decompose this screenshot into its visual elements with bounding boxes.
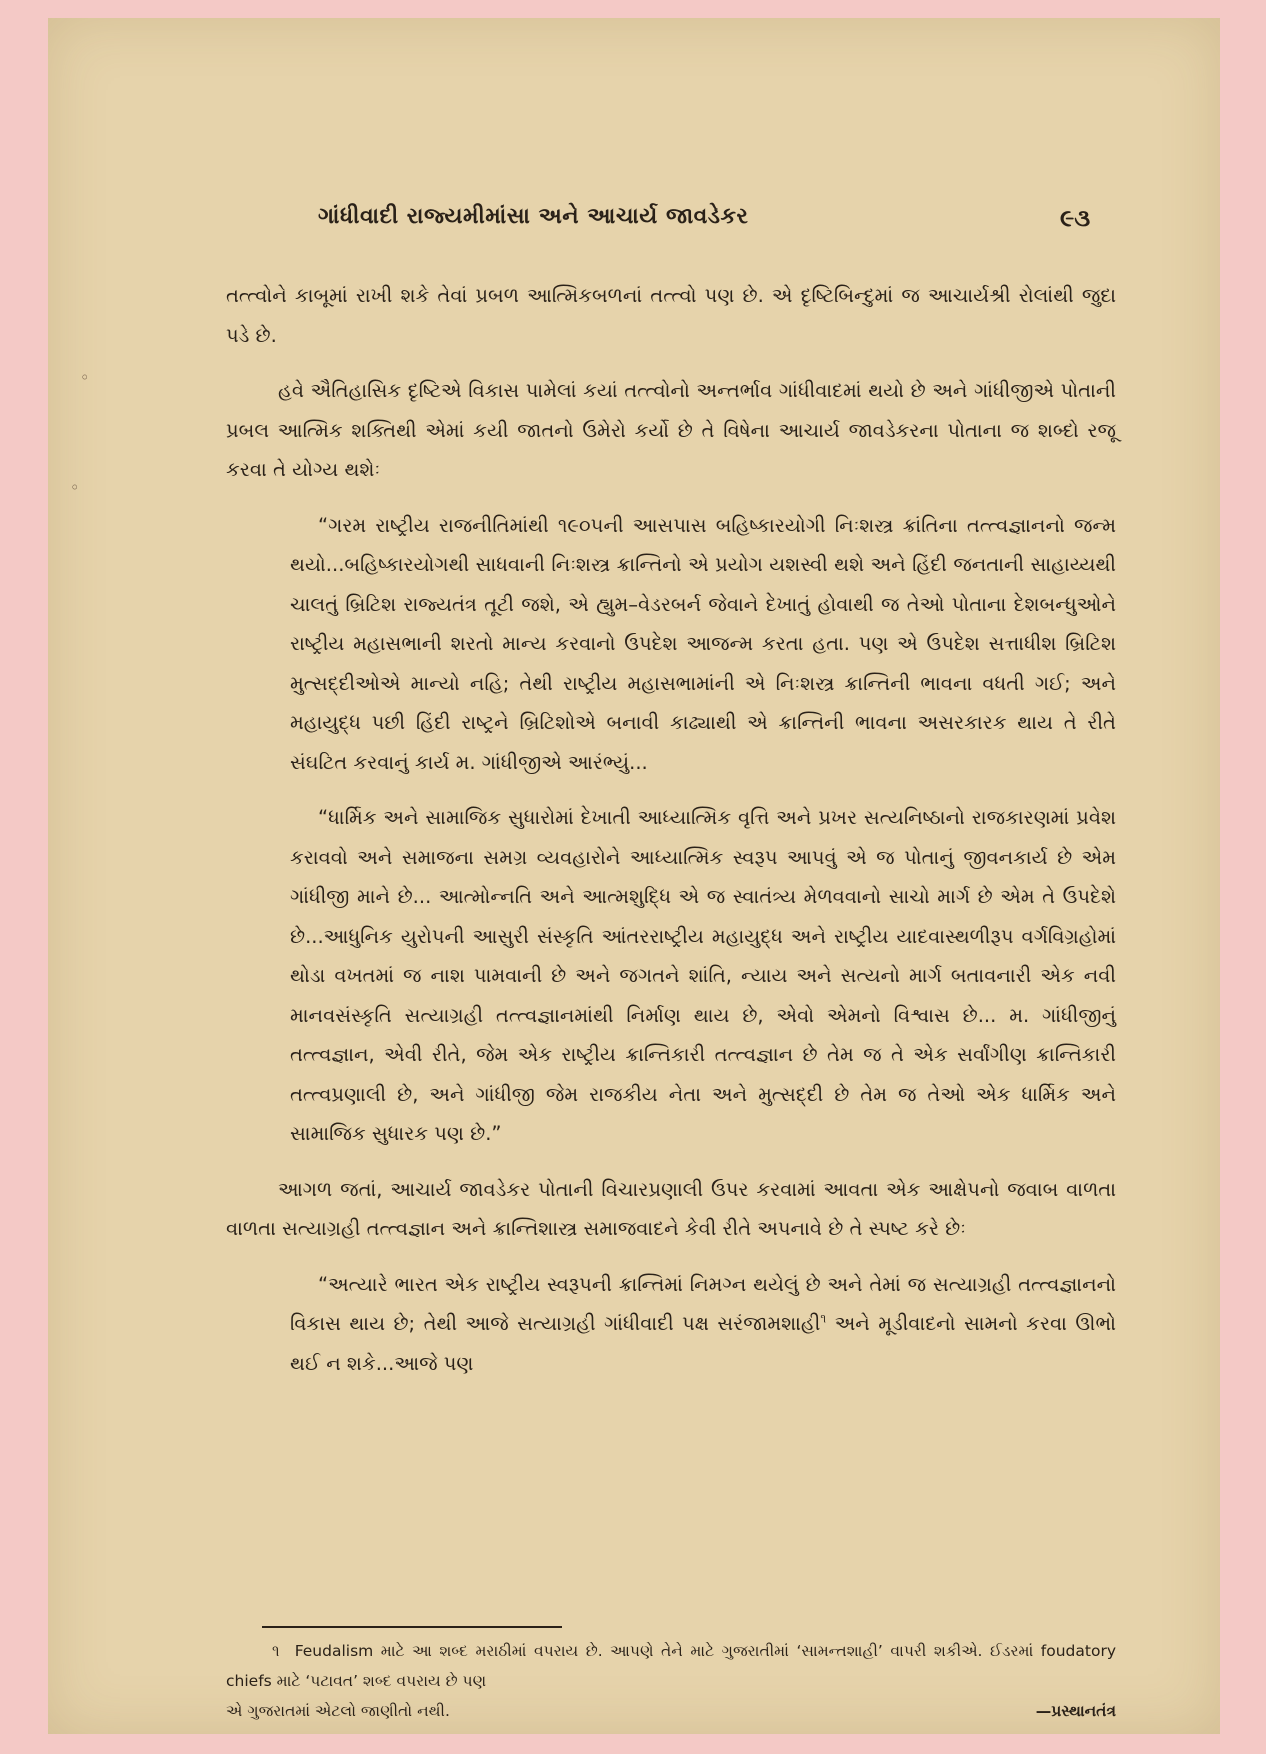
footnote [226,1636,1116,1696]
book-page [48,18,1220,1734]
paragraph: હવે ઐતિહાસિક દૃષ્ટિએ વિકાસ પામેલાં કયાં તત્ત્વોનો અન્તર્ભાવ ગાંધીવાદમાં થયો છે અને ગાંધીજીએ પોતાની પ્રબલ આત્મિક શક્તિથી એમાં કયી જાતનો ઉમેરો કર્યો છે તે વિષેના આચાર્ય જાવડેકરના પોતાના જ શબ્દો રજૂ કરવા તે યોગ્ય થશેઃ [226,379,1116,481]
footnote-last-line [226,1696,1116,1726]
page-number: ૯૩ [1060,204,1091,232]
footnote-marker: ૧ [820,1311,827,1326]
running-title: ગાંધીવાદી રાજ્યમીમાંસા અને આચાર્ય જાવડેકર [318,204,749,229]
footnote-attribution: —પ્રસ્થાનતંત્ર [1035,1702,1116,1720]
page-body [226,276,1116,1399]
block-quote: “ગરમ રાષ્ટ્રીય રાજનીતિમાંથી ૧૯૦૫ની આસપાસ બહિષ્કારયોગી નિઃશસ્ત્ર ક્રાંતિના તત્ત્વજ્ઞાનનો જન્મ થયો...બહિષ્કારયોગથી સાધવાની નિઃશસ્ત્ર ક્રાન્તિનો એ પ્રયોગ યશસ્વી થશે અને હિંદી જનતાની સાહાય્યથી ચાલતું બ્રિટિશ રાજ્યતંત્ર તૂટી જશે, એ હ્યુમ–વેડરબર્ન જેવાને દેખાતું હોવાથી જ તેઓ પોતાના દેશબન્ધુઓને રાષ્ટ્રીય મહાસભાની શરતો માન્ય કરવાનો ઉપદેશ આજન્મ કરતા હતા. પણ એ ઉપદેશ સત્તાધીશ બ્રિટિશ મુત્સદ્દીઓએ માન્યો નહિ; તેથી રાષ્ટ્રીય મહાસભામાંની એ નિઃશસ્ત્ર ક્રાન્તિની ભાવના વધતી ગઈ; અને મહાયુદ્ધ પછી હિંદી રાષ્ટ્રને બ્રિટિશોએ બનાવી કાઢ્યાથી એ ક્રાન્તિની ભાવના અસરકારક થાય તે રીતે સંઘટિત કરવાનું કાર્ય મ. ગાંધીજીએ આરંભ્યું... [290,513,1116,774]
quote-text: “અત્યારે ભારત એક રાષ્ટ્રીય સ્વરૂપની ક્રાન્તિમાં નિમગ્ન થયેલું છે અને તેમાં જ સત્યાગ્રહી તત્ત્વજ્ઞાનનો વિકાસ થાય છે; તેથી આજે સત્યાગ્રહી ગાંધીવાદી પક્ષ સરંજામશાહી [290,1272,1116,1335]
footnotes [226,1636,1116,1726]
block-quote [290,1265,1116,1384]
page-header [48,204,1220,244]
paragraph: આગળ જતાં, આચાર્ય જાવડેકર પોતાની વિચારપ્રણાલી ઉપર કરવામાં આવતા એક આક્ષેપનો જવાબ વાળતા વાળતા સત્યાગ્રહી તત્ત્વજ્ઞાન અને ક્રાન્તિશાસ્ત્ર સમાજવાદને કેવી રીતે અપનાવે છે તે સ્પષ્ટ કરે છેઃ [226,1177,1116,1240]
margin-mark: ◦ [70,478,80,497]
paragraph: તત્ત્વોને કાબૂમાં રાખી શકે તેવાં પ્રબળ આત્મિકબળનાં તત્ત્વો પણ છે. એ દૃષ્ટિબિન્દુમાં જ આચાર્યશ્રી રોલાંથી જુદા પડે છે. [226,284,1116,347]
quote-text: અને મૂડીવાદનો સામનો કરવા ઊભો થઈ ન શકે...આજે પણ [290,1312,1117,1375]
footnote-number: ૧ [272,1642,280,1660]
margin-mark: ◦ [80,368,90,387]
footnote-divider [262,1626,562,1628]
block-quote: “ધાર્મિક અને સામાજિક સુધારોમાં દેખાતી આધ્યાત્મિક વૃત્તિ અને પ્રખર સત્યનિષ્ઠાનો રાજકારણમાં પ્રવેશ કરાવવો અને સમાજના સમગ્ર વ્યવહારોને આધ્યાત્મિક સ્વરૂપ આપવું એ જ પોતાનું જીવનકાર્ય છે એમ ગાંધીજી માને છે... આત્મોન્નતિ અને આત્મશુદ્ધિ એ જ સ્વાતંત્ર્ય મેળવવાનો સાચો માર્ગ છે એમ તે ઉપદેશે છે...આધુનિક યુરોપની આસુરી સંસ્કૃતિ આંતરરાષ્ટ્રીય મહાયુદ્ધ અને રાષ્ટ્રીય યાદવાસ્થળીરૂપ વર્ગવિગ્રહોમાં થોડા વખતમાં જ નાશ પામવાની છે અને જગતને શાંતિ, ન્યાય અને સત્યનો માર્ગ બતાવનારી એક નવી માનવસંસ્કૃતિ સત્યાગ્રહી તત્ત્વજ્ઞાનમાંથી નિર્માણ થાય છે, એવો એમનો વિશ્વાસ છે... મ. ગાંધીજીનું તત્ત્વજ્ઞાન, એવી રીતે, જેમ એક રાષ્ટ્રીય ક્રાન્તિકારી તત્ત્વજ્ઞાન છે તેમ જ તે એક સર્વાંગીણ ક્રાન્તિકારી તત્ત્વપ્રણાલી છે, અને ગાંધીજી જેમ રાજકીય નેતા અને મુત્સદ્દી છે તેમ જ તેઓ એક ધાર્મિક અને સામાજિક સુધારક પણ છે.” [290,806,1116,1145]
footnote-text-end: એ ગુજરાતમાં એટલો જાણીતો નથી. [226,1702,450,1720]
footnote-text: Feudalism માટે આ શબ્દ મરાઠીમાં વપરાય છે. આપણે તેને માટે ગુજરાતીમાં ‘સામન્તશાહી’ વાપરી શકીએ. ઈડરમાં foudatory chiefs માટે ‘પટાવત’ શબ્દ વપરાય છે પણ [226,1642,1116,1690]
